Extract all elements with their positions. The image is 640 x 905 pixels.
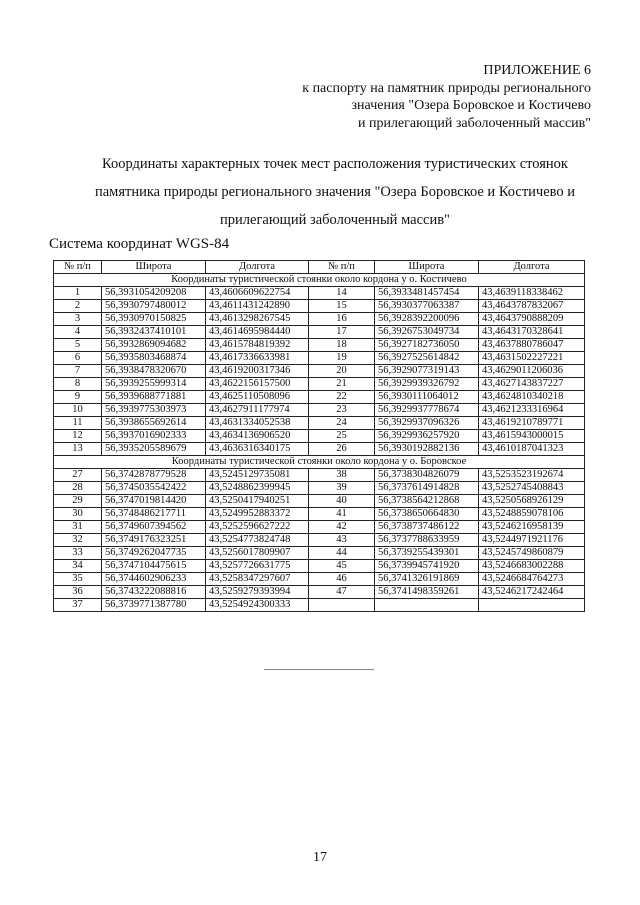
cell-number xyxy=(309,599,375,612)
cell-number: 34 xyxy=(54,560,102,573)
cell-latitude: 56,3929077319143 xyxy=(375,365,479,378)
cell-longitude: 43,5245749860879 xyxy=(479,547,585,560)
cell-number: 9 xyxy=(54,391,102,404)
table-header-row xyxy=(54,261,585,274)
cell-longitude: 43,4617336633981 xyxy=(206,352,309,365)
cell-number: 15 xyxy=(309,300,375,313)
cell-latitude: 56,3939255999314 xyxy=(102,378,206,391)
cell-number: 3 xyxy=(54,313,102,326)
cell-latitude: 56,3739255439301 xyxy=(375,547,479,560)
document-title xyxy=(55,150,615,234)
table-row xyxy=(54,469,585,482)
header-cell-number: № п/п xyxy=(54,261,102,274)
cell-latitude: 56,3939775303973 xyxy=(102,404,206,417)
cell-longitude: 43,5252596627222 xyxy=(206,521,309,534)
cell-number: 2 xyxy=(54,300,102,313)
table-row xyxy=(54,482,585,495)
cell-longitude: 43,4636316340175 xyxy=(206,443,309,456)
cell-longitude: 43,4615784819392 xyxy=(206,339,309,352)
appendix-line: значения "Озера Боровское и Костичево xyxy=(351,98,591,113)
cell-longitude: 43,5254924300333 xyxy=(206,599,309,612)
cell-number: 6 xyxy=(54,352,102,365)
header-cell-longitude: Долгота xyxy=(479,261,585,274)
table-row xyxy=(54,443,585,456)
title-line: Координаты характерных точек мест расположения туристических стоянок xyxy=(102,156,568,172)
cell-longitude: 43,5256017809907 xyxy=(206,547,309,560)
cell-longitude: 43,5252745408843 xyxy=(479,482,585,495)
cell-longitude: 43,5258347297607 xyxy=(206,573,309,586)
cell-longitude: 43,4627911177974 xyxy=(206,404,309,417)
cell-longitude: 43,5244971921176 xyxy=(479,534,585,547)
cell-latitude xyxy=(375,599,479,612)
cell-longitude: 43,4613298267545 xyxy=(206,313,309,326)
cell-longitude: 43,5257726631775 xyxy=(206,560,309,573)
table-row xyxy=(54,313,585,326)
cell-latitude: 56,3929936257920 xyxy=(375,430,479,443)
cell-longitude: 43,4627143837227 xyxy=(479,378,585,391)
cell-longitude: 43,5246683002288 xyxy=(479,560,585,573)
cell-number: 43 xyxy=(309,534,375,547)
cell-latitude: 56,3930797480012 xyxy=(102,300,206,313)
cell-number: 29 xyxy=(54,495,102,508)
table-row xyxy=(54,521,585,534)
cell-number: 36 xyxy=(54,586,102,599)
table-row xyxy=(54,404,585,417)
table-row xyxy=(54,287,585,300)
cell-latitude: 56,3749176323251 xyxy=(102,534,206,547)
cell-longitude: 43,4631502227221 xyxy=(479,352,585,365)
cell-latitude: 56,3737788633959 xyxy=(375,534,479,547)
section-title: Координаты туристической стоянки около кордона у о. Боровское xyxy=(54,456,585,469)
header-cell-longitude: Долгота xyxy=(206,261,309,274)
cell-number: 23 xyxy=(309,404,375,417)
appendix-line: и прилегающий заболоченный массив" xyxy=(357,115,591,131)
cell-longitude: 43,4639118338462 xyxy=(479,287,585,300)
cell-longitude: 43,4624810340218 xyxy=(479,391,585,404)
section-title-row xyxy=(54,456,585,469)
cell-number: 14 xyxy=(309,287,375,300)
cell-longitude: 43,5248859078106 xyxy=(479,508,585,521)
cell-number: 4 xyxy=(54,326,102,339)
cell-longitude: 43,4643170328641 xyxy=(479,326,585,339)
section-title: Координаты туристической стоянки около кордона у о. Костичево xyxy=(54,274,585,287)
cell-latitude: 56,3744602906233 xyxy=(102,573,206,586)
cell-number: 26 xyxy=(309,443,375,456)
cell-longitude: 43,4637880786047 xyxy=(479,339,585,352)
table-row xyxy=(54,391,585,404)
cell-longitude xyxy=(479,599,585,612)
cell-latitude: 56,3737614914828 xyxy=(375,482,479,495)
cell-number: 35 xyxy=(54,573,102,586)
cell-latitude: 56,3926753049734 xyxy=(375,326,479,339)
cell-longitude: 43,4643790888209 xyxy=(479,313,585,326)
cell-longitude: 43,4643787832067 xyxy=(479,300,585,313)
cell-number: 47 xyxy=(309,586,375,599)
cell-latitude: 56,3932869094682 xyxy=(102,339,206,352)
cell-number: 31 xyxy=(54,521,102,534)
cell-number: 41 xyxy=(309,508,375,521)
table-row xyxy=(54,573,585,586)
cell-number: 17 xyxy=(309,326,375,339)
cell-latitude: 56,3929937778674 xyxy=(375,404,479,417)
table-body xyxy=(54,274,585,612)
cell-latitude: 56,3747019814420 xyxy=(102,495,206,508)
cell-latitude: 56,3932437410101 xyxy=(102,326,206,339)
title-line: памятника природы регионального значения "Озера Боровское и Костичево и xyxy=(94,184,576,200)
table-row xyxy=(54,300,585,313)
cell-latitude: 56,3927525614842 xyxy=(375,352,479,365)
cell-number: 39 xyxy=(309,482,375,495)
cell-latitude: 56,3739771387780 xyxy=(102,599,206,612)
cell-number: 21 xyxy=(309,378,375,391)
header-cell-number: № п/п xyxy=(309,261,375,274)
cell-number: 20 xyxy=(309,365,375,378)
cell-latitude: 56,3738564212868 xyxy=(375,495,479,508)
cell-longitude: 43,4625110508096 xyxy=(206,391,309,404)
cell-latitude: 56,3738650664830 xyxy=(375,508,479,521)
cell-longitude: 43,4634136906520 xyxy=(206,430,309,443)
cell-number: 40 xyxy=(309,495,375,508)
cell-number: 11 xyxy=(54,417,102,430)
cell-number: 22 xyxy=(309,391,375,404)
cell-latitude: 56,3738304826079 xyxy=(375,469,479,482)
cell-number: 10 xyxy=(54,404,102,417)
cell-longitude: 43,4611431242890 xyxy=(206,300,309,313)
table-row xyxy=(54,586,585,599)
table-row xyxy=(54,495,585,508)
table-row xyxy=(54,508,585,521)
table-row xyxy=(54,352,585,365)
table-row xyxy=(54,599,585,612)
cell-latitude: 56,3930192882136 xyxy=(375,443,479,456)
cell-number: 25 xyxy=(309,430,375,443)
cell-longitude: 43,5253523192674 xyxy=(479,469,585,482)
cell-latitude: 56,3927182736050 xyxy=(375,339,479,352)
cell-longitude: 43,4621233316964 xyxy=(479,404,585,417)
cell-longitude: 43,4622156157500 xyxy=(206,378,309,391)
cell-number: 5 xyxy=(54,339,102,352)
header-cell-latitude: Широта xyxy=(102,261,206,274)
cell-number: 45 xyxy=(309,560,375,573)
appendix-line: ПРИЛОЖЕНИЕ 6 xyxy=(483,63,591,78)
table-row xyxy=(54,339,585,352)
cell-longitude: 43,4615943000015 xyxy=(479,430,585,443)
cell-number: 8 xyxy=(54,378,102,391)
cell-number: 44 xyxy=(309,547,375,560)
cell-latitude: 56,3933481457454 xyxy=(375,287,479,300)
section-title-row xyxy=(54,274,585,287)
cell-number: 13 xyxy=(54,443,102,456)
coordinates-table xyxy=(53,260,585,612)
cell-latitude: 56,3929937096326 xyxy=(375,417,479,430)
cell-latitude: 56,3935803468874 xyxy=(102,352,206,365)
appendix-line: к паспорту на памятник природы регионального xyxy=(302,80,591,96)
cell-latitude: 56,3739945741920 xyxy=(375,560,479,573)
cell-latitude: 56,3931054209208 xyxy=(102,287,206,300)
table-row xyxy=(54,534,585,547)
table-row xyxy=(54,365,585,378)
cell-latitude: 56,3938478320670 xyxy=(102,365,206,378)
cell-latitude: 56,3741326191869 xyxy=(375,573,479,586)
cell-longitude: 43,4619200317346 xyxy=(206,365,309,378)
cell-longitude: 43,4606609622754 xyxy=(206,287,309,300)
cell-number: 18 xyxy=(309,339,375,352)
cell-longitude: 43,5246684764273 xyxy=(479,573,585,586)
table-row xyxy=(54,417,585,430)
cell-number: 27 xyxy=(54,469,102,482)
cell-longitude: 43,5259279393994 xyxy=(206,586,309,599)
cell-longitude: 43,5248862399945 xyxy=(206,482,309,495)
cell-latitude: 56,3937016902333 xyxy=(102,430,206,443)
cell-latitude: 56,3939688771881 xyxy=(102,391,206,404)
table-row xyxy=(54,378,585,391)
cell-longitude: 43,4631334052538 xyxy=(206,417,309,430)
footnote-divider xyxy=(264,669,374,670)
cell-number: 16 xyxy=(309,313,375,326)
table-row xyxy=(54,326,585,339)
cell-latitude: 56,3749262047735 xyxy=(102,547,206,560)
header-cell-latitude: Широта xyxy=(375,261,479,274)
cell-number: 28 xyxy=(54,482,102,495)
cell-latitude: 56,3930970150825 xyxy=(102,313,206,326)
cell-latitude: 56,3745035542422 xyxy=(102,482,206,495)
cell-latitude: 56,3741498359261 xyxy=(375,586,479,599)
cell-longitude: 43,5250417940251 xyxy=(206,495,309,508)
cell-latitude: 56,3743222088816 xyxy=(102,586,206,599)
cell-latitude: 56,3930377063387 xyxy=(375,300,479,313)
appendix-header xyxy=(302,62,591,132)
cell-latitude: 56,3749607394562 xyxy=(102,521,206,534)
cell-number: 12 xyxy=(54,430,102,443)
cell-latitude: 56,3928392200096 xyxy=(375,313,479,326)
cell-latitude: 56,3929939326792 xyxy=(375,378,479,391)
cell-number: 38 xyxy=(309,469,375,482)
cell-number: 7 xyxy=(54,365,102,378)
cell-longitude: 43,5254773824748 xyxy=(206,534,309,547)
cell-latitude: 56,3935205589679 xyxy=(102,443,206,456)
table-row xyxy=(54,560,585,573)
cell-number: 24 xyxy=(309,417,375,430)
cell-number: 1 xyxy=(54,287,102,300)
cell-number: 46 xyxy=(309,573,375,586)
cell-longitude: 43,5250568926129 xyxy=(479,495,585,508)
cell-number: 32 xyxy=(54,534,102,547)
cell-latitude: 56,3930111064012 xyxy=(375,391,479,404)
cell-latitude: 56,3938655692614 xyxy=(102,417,206,430)
cell-number: 30 xyxy=(54,508,102,521)
page-number: 17 xyxy=(313,850,327,865)
table-row xyxy=(54,547,585,560)
cell-longitude: 43,5246217242464 xyxy=(479,586,585,599)
cell-longitude: 43,4610187041323 xyxy=(479,443,585,456)
cell-longitude: 43,5245129735081 xyxy=(206,469,309,482)
coordinate-system-label: Система координат WGS-84 xyxy=(49,236,230,252)
cell-latitude: 56,3748486217711 xyxy=(102,508,206,521)
table-row xyxy=(54,430,585,443)
cell-number: 19 xyxy=(309,352,375,365)
title-line: прилегающий заболоченный массив" xyxy=(220,212,450,228)
cell-number: 37 xyxy=(54,599,102,612)
cell-longitude: 43,4629011206036 xyxy=(479,365,585,378)
cell-longitude: 43,5249952883372 xyxy=(206,508,309,521)
cell-number: 33 xyxy=(54,547,102,560)
cell-longitude: 43,4614695984440 xyxy=(206,326,309,339)
cell-longitude: 43,4619210789771 xyxy=(479,417,585,430)
cell-number: 42 xyxy=(309,521,375,534)
cell-latitude: 56,3738737486122 xyxy=(375,521,479,534)
cell-latitude: 56,3747104475615 xyxy=(102,560,206,573)
cell-latitude: 56,3742878779528 xyxy=(102,469,206,482)
cell-longitude: 43,5246216958139 xyxy=(479,521,585,534)
